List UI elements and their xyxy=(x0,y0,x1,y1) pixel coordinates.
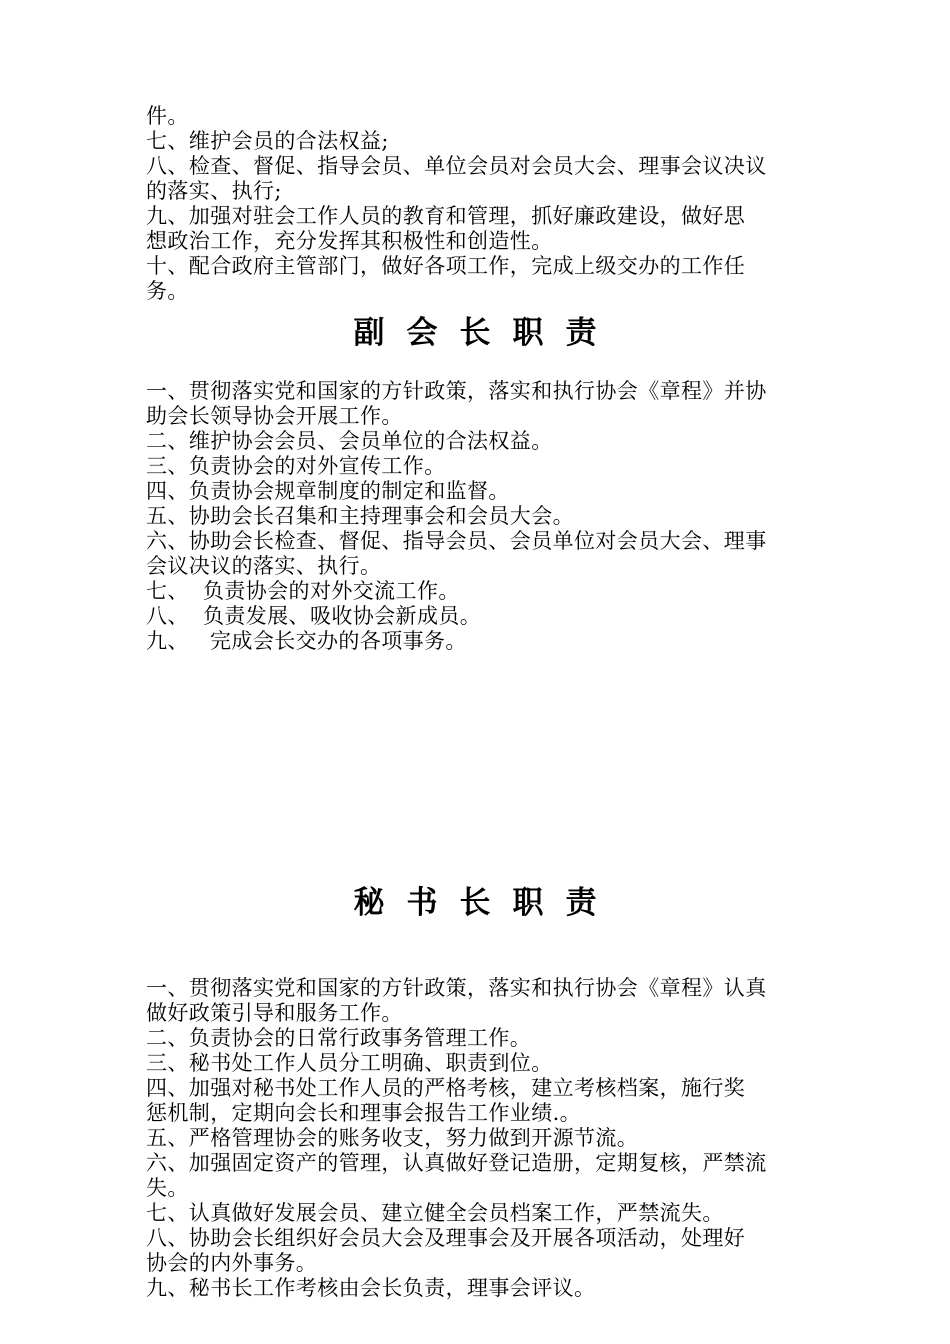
text-line: 失。 xyxy=(146,1176,189,1200)
text-line: 二、维护协会会员、会员单位的合法权益。 xyxy=(146,429,553,453)
text-line: 件。 xyxy=(146,104,189,128)
text-line: 二、负责协会的日常行政事务管理工作。 xyxy=(146,1026,532,1050)
text-line: 八、协助会长组织好会员大会及理事会及开展各项活动，处理好 xyxy=(146,1226,746,1250)
text-line: 六、协助会长检查、督促、指导会员、会员单位对会员大会、理事 xyxy=(146,529,767,553)
text-line: 助会长领导协会开展工作。 xyxy=(146,404,403,428)
secretary-general-duties-title: 秘书长职责 xyxy=(353,885,619,921)
text-line: 做好政策引导和服务工作。 xyxy=(146,1001,403,1025)
text-line: 三、秘书处工作人员分工明确、职责到位。 xyxy=(146,1051,553,1075)
text-line: 八、检查、督促、指导会员、单位会员对会员大会、理事会议决议 xyxy=(146,154,767,178)
vice-president-duties-title: 副会长职责 xyxy=(353,315,619,351)
text-line: 协会的内外事务。 xyxy=(146,1251,318,1275)
text-line: 的落实、执行; xyxy=(146,179,282,203)
text-line: 一、贯彻落实党和国家的方针政策，落实和执行协会《章程》认真 xyxy=(146,976,767,1000)
text-line: 七、认真做好发展会员、建立健全会员档案工作，严禁流失。 xyxy=(146,1201,724,1225)
text-line: 七、 负责协会的对外交流工作。 xyxy=(146,579,460,603)
text-line: 十、配合政府主管部门，做好各项工作，完成上级交办的工作任 xyxy=(146,254,746,278)
text-line: 五、协助会长召集和主持理事会和会员大会。 xyxy=(146,504,574,528)
text-line: 五、严格管理协会的账务收支，努力做到开源节流。 xyxy=(146,1126,639,1150)
text-line: 六、加强固定资产的管理，认真做好登记造册，定期复核，严禁流 xyxy=(146,1151,767,1175)
vice-president-duties-list xyxy=(146,379,818,654)
text-line: 三、负责协会的对外宣传工作。 xyxy=(146,454,446,478)
text-line: 八、 负责发展、吸收协会新成员。 xyxy=(146,604,482,628)
text-line: 四、加强对秘书处工作人员的严格考核，建立考核档案，施行奖 xyxy=(146,1076,746,1100)
text-line: 九、 完成会长交办的各项事务。 xyxy=(146,629,467,653)
text-line: 想政治工作，充分发挥其积极性和创造性。 xyxy=(146,229,553,253)
text-line: 九、秘书长工作考核由会长负责，理事会评议。 xyxy=(146,1276,596,1300)
text-line: 务。 xyxy=(146,279,189,303)
text-line: 惩机制，定期向会长和理事会报告工作业绩.。 xyxy=(146,1101,582,1125)
text-line: 四、负责协会规章制度的制定和监督。 xyxy=(146,479,510,503)
text-line: 一、贯彻落实党和国家的方针政策，落实和执行协会《章程》并协 xyxy=(146,379,767,403)
secretary-general-duties-list xyxy=(146,976,818,1301)
text-line: 九、加强对驻会工作人员的教育和管理，抓好廉政建设，做好思 xyxy=(146,204,746,228)
text-line: 会议决议的落实、执行。 xyxy=(146,554,382,578)
previous-section-continuation xyxy=(146,104,818,304)
text-line: 七、维护会员的合法权益; xyxy=(146,129,389,153)
